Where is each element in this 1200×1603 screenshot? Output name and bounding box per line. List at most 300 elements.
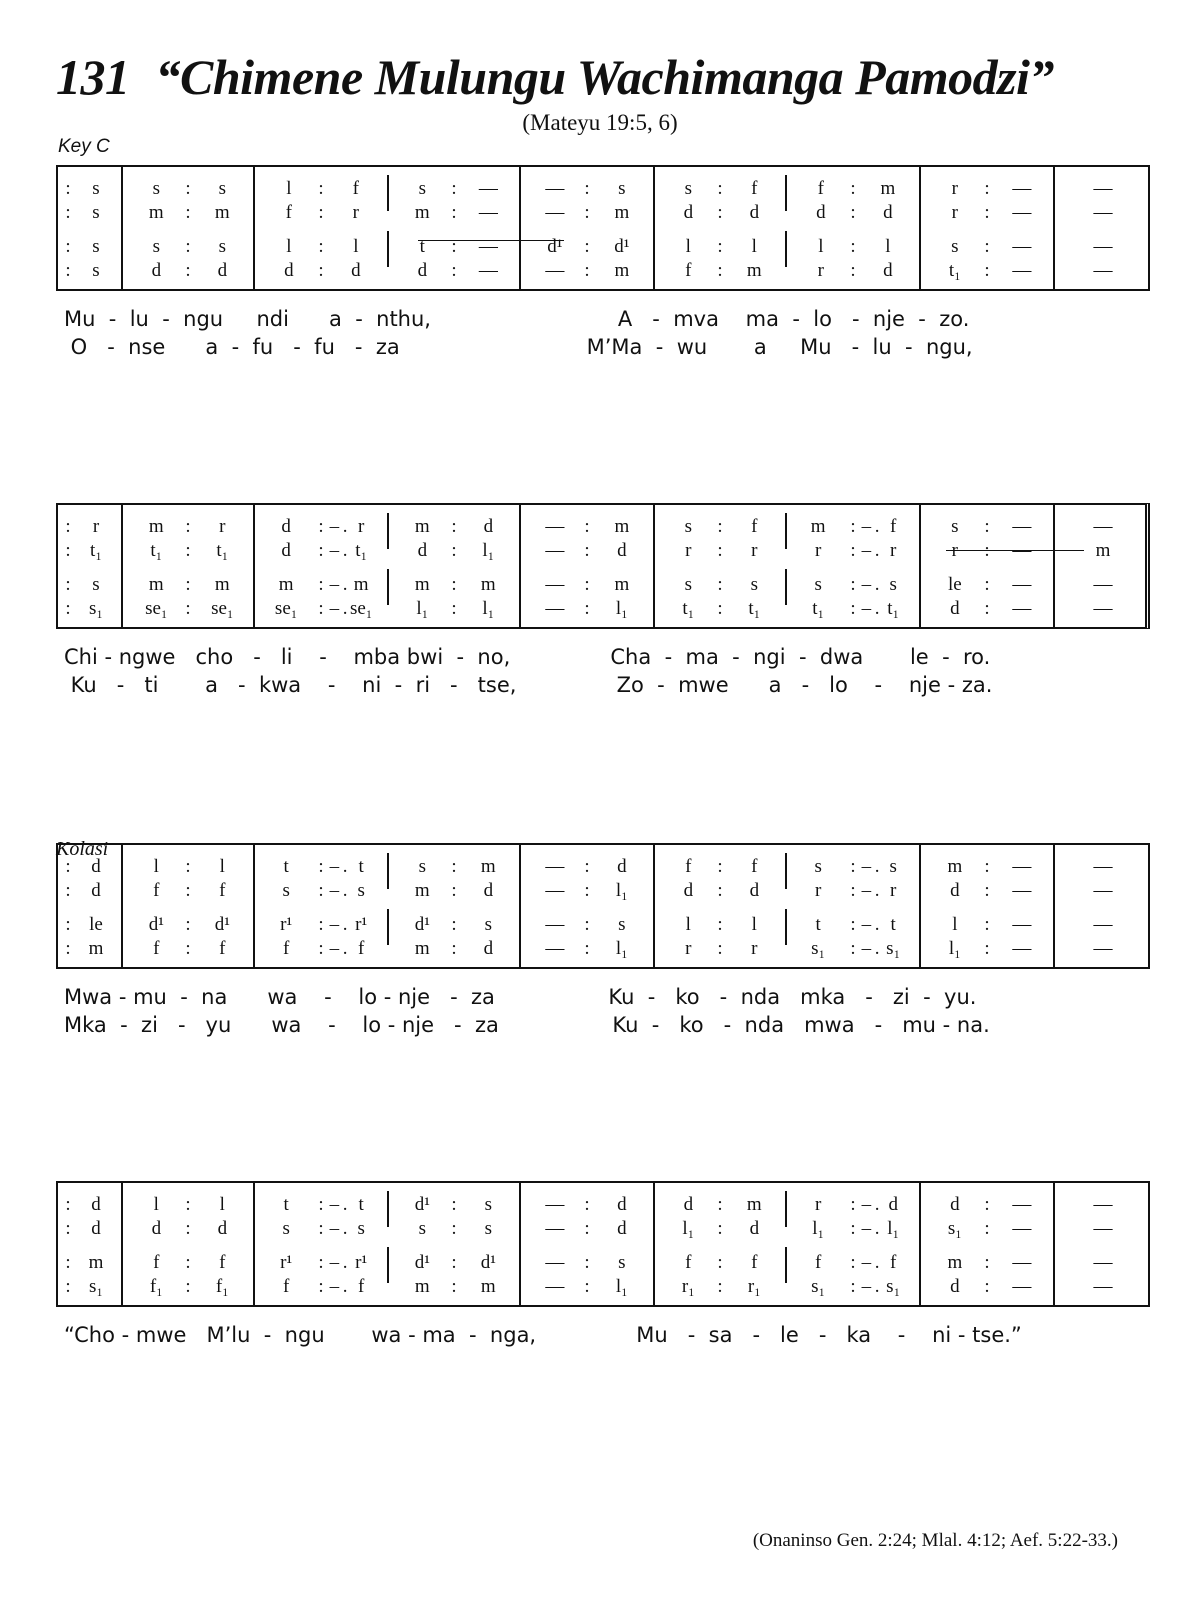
solfa-note: le [947,574,962,595]
beat-separator: : [584,880,590,901]
solfa-note: — [1093,236,1113,257]
solfa-note: s [418,178,427,199]
solfa-note: f [751,516,758,537]
bar-line [519,167,521,289]
beat-separator: : [318,540,324,561]
solfa-note: – [861,516,872,537]
solfa-note: – [329,574,340,595]
solfa-note: l [952,914,958,935]
bar-line [919,167,921,289]
solfa-note: d [217,1218,228,1239]
beat-separator: : [451,598,457,619]
beat-separator: : [984,236,990,257]
beat-separator: : [717,914,723,935]
solfa-note: d [683,880,694,901]
solfa-note: — [1093,938,1113,959]
lyric-line: O - nse a - fu - fu - za M’Ma - wu a Mu - lu - ngu, [64,335,973,359]
beat-separator: : [850,516,856,537]
solfa-note: f [751,856,758,877]
bar-line [121,1183,123,1305]
solfa-note: – [861,598,872,619]
solfa-note: f [751,1252,758,1273]
beat-separator: : [584,1252,590,1273]
bar-line-short [785,1191,787,1227]
beat-separator: : [65,540,71,561]
beat-separator: : [584,914,590,935]
music-staff [56,843,1150,969]
solfa-note: f [358,938,365,959]
bar-line [121,167,123,289]
solfa-note: f [890,1252,897,1273]
beat-separator: : [984,880,990,901]
lyric-line: Mu - lu - ngu ndi a - nthu, A - mva ma - lo - nje - zo. [64,307,970,331]
solfa-note: m [148,516,164,537]
beat-separator: : [717,856,723,877]
solfa-note: r₁ [747,1276,761,1297]
solfa-note: le [89,914,103,935]
solfa-note: s [484,1194,493,1215]
solfa-note: — [1093,1218,1113,1239]
solfa-note: — [1012,540,1032,561]
solfa-note: d [749,1218,760,1239]
beat-separator: : [318,202,324,223]
solfa-note: — [1012,1252,1032,1273]
solfa-note: — [1093,1194,1113,1215]
solfa-note: — [545,1218,565,1239]
beat-separator: : [850,1194,856,1215]
solfa-note: — [1093,574,1113,595]
solfa-note: l [751,914,757,935]
beat-separator: : [451,202,457,223]
solfa-note: — [545,178,565,199]
solfa-note: r [751,540,758,561]
solfa-note: m [880,178,896,199]
solfa-note: — [545,856,565,877]
solfa-note: s [484,1218,493,1239]
beat-separator: : [584,1218,590,1239]
solfa-note: l₁ [615,880,628,901]
solfa-note: d [683,202,694,223]
solfa-note: m [148,202,164,223]
solfa-note: s [951,516,959,537]
bar-line-short [785,909,787,945]
bar-line [653,167,655,289]
solfa-note: s [618,178,626,199]
solfa-note: d [151,1218,162,1239]
solfa-note: — [545,540,565,561]
solfa-note: t₁ [812,598,825,619]
beat-separator: : [318,880,324,901]
solfa-note: d [816,202,826,223]
beat-separator: : [451,1194,457,1215]
solfa-note: f₁ [149,1276,163,1297]
solfa-note: s₁ [947,1218,962,1239]
solfa-note: r [219,516,226,537]
solfa-note: f [282,1276,290,1297]
solfa-note: l₁ [416,598,429,619]
solfa-note: f [814,1252,822,1273]
solfa-note: t₁ [948,260,961,281]
bar-line [919,505,921,627]
solfa-note: . [874,856,880,877]
solfa-note: – [329,1218,340,1239]
beat-separator: : [318,1276,324,1297]
beat-separator: : [318,178,324,199]
solfa-note: . [874,880,880,901]
solfa-note: se₁ [274,598,298,619]
solfa-note: – [329,1252,340,1273]
beat-separator: : [984,260,990,281]
solfa-note: d [217,260,228,281]
key-signature: Key C [58,136,110,157]
solfa-note: l [885,236,891,257]
solfa-note: d [91,1194,101,1215]
solfa-note: m [414,938,430,959]
solfa-note: r [951,202,958,223]
solfa-note: r [890,880,897,901]
solfa-note: d [483,880,494,901]
solfa-note: d [950,1194,960,1215]
solfa-note: — [1093,856,1113,877]
solfa-note: s₁ [886,938,901,959]
solfa-note: s [618,914,626,935]
solfa-note: — [545,202,565,223]
solfa-note: — [1012,1194,1032,1215]
solfa-note: — [1093,598,1113,619]
solfa-note: — [1012,1276,1032,1297]
beat-separator: : [65,178,71,199]
solfa-note: . [342,1252,348,1273]
solfa-note: d [749,880,760,901]
beat-separator: : [984,1218,990,1239]
beat-separator: : [451,938,457,959]
beat-separator: : [185,880,191,901]
beat-separator: : [850,880,856,901]
solfa-note: s [92,236,100,257]
bar-line [1053,167,1055,289]
solfa-note: — [1012,260,1032,281]
solfa-note: – [861,1218,872,1239]
solfa-note: t [419,236,425,257]
solfa-note: d [151,260,162,281]
solfa-note: r [685,938,692,959]
solfa-note: f [685,1252,692,1273]
music-staff [56,165,1150,291]
solfa-note: m [1095,540,1111,561]
bar-line-short [387,853,389,889]
beat-separator: : [65,914,71,935]
beat-separator: : [451,880,457,901]
solfa-note: r [890,540,897,561]
beat-separator: : [451,856,457,877]
solfa-note: — [1093,880,1113,901]
solfa-note: . [342,1218,348,1239]
solfa-note: s [418,1218,427,1239]
solfa-note: — [545,260,565,281]
bar-line [1053,1183,1055,1305]
beat-separator: : [717,202,723,223]
solfa-note: d [950,880,960,901]
solfa-note: f [153,1252,160,1273]
cross-references: (Onaninso Gen. 2:24; Mlal. 4:12; Aef. 5:22-33.) [752,1530,1118,1551]
solfa-note: d [281,540,291,561]
beat-separator: : [850,178,856,199]
solfa-note: m [214,574,230,595]
solfa-note: f [285,202,292,223]
bar-line [919,1183,921,1305]
bar-line-short [387,569,389,605]
beat-separator: : [185,260,191,281]
solfa-note: t₁ [748,598,761,619]
solfa-note: f [358,1276,365,1297]
solfa-note: d¹ [414,1252,430,1273]
solfa-note: m [480,574,496,595]
solfa-note: — [1012,178,1032,199]
solfa-note: d [683,1194,694,1215]
solfa-note: r₁ [681,1276,695,1297]
beat-separator: : [318,260,324,281]
beat-separator: : [65,880,71,901]
solfa-note: . [874,1252,880,1273]
solfa-note: f [685,856,692,877]
beat-separator: : [850,856,856,877]
beat-separator: : [984,540,990,561]
bar-line [919,845,921,967]
beat-separator: : [451,516,457,537]
solfa-note: d [950,598,960,619]
solfa-note: s₁ [886,1276,901,1297]
solfa-note: r [352,202,359,223]
solfa-note: s [618,1252,626,1273]
solfa-note: . [874,598,880,619]
lyric-line: Mka - zi - yu wa - lo - nje - za Ku - ko - nda mwa - mu - na. [64,1013,990,1037]
bar-line [1053,845,1055,967]
beat-separator: : [584,1276,590,1297]
solfa-note: t₁ [90,540,102,561]
beat-separator: : [984,1252,990,1273]
solfa-note: f [352,178,359,199]
solfa-note: . [874,540,880,561]
solfa-note: . [342,1276,348,1297]
solfa-note: — [1093,1276,1113,1297]
beat-separator: : [185,574,191,595]
bar-line-short [785,513,787,549]
beat-separator: : [318,236,324,257]
beat-separator: : [984,856,990,877]
solfa-note: s [152,178,161,199]
solfa-note: f [282,938,290,959]
beat-separator: : [185,236,191,257]
solfa-note: m [214,202,230,223]
beat-separator: : [584,540,590,561]
solfa-note: — [1012,880,1032,901]
beat-separator: : [850,1218,856,1239]
beat-separator: : [717,1276,723,1297]
solfa-note: – [329,914,340,935]
beat-separator: : [65,1194,71,1215]
beat-separator: : [185,1276,191,1297]
solfa-note: d [281,516,291,537]
solfa-note: s [814,574,822,595]
solfa-note: l [153,856,159,877]
solfa-note: — [1012,938,1032,959]
beat-separator: : [451,260,457,281]
beat-separator: : [717,880,723,901]
beat-separator: : [850,914,856,935]
solfa-note: — [1093,914,1113,935]
beat-separator: : [65,260,71,281]
beat-separator: : [185,516,191,537]
solfa-note: d¹ [614,236,630,257]
beat-separator: : [318,516,324,537]
solfa-note: – [329,938,340,959]
solfa-note: s [92,574,100,595]
beat-separator: : [185,938,191,959]
beat-separator: : [584,260,590,281]
solfa-note: – [329,540,340,561]
solfa-note: – [861,540,872,561]
solfa-note: d [284,260,294,281]
solfa-note: – [329,1276,340,1297]
solfa-note: r¹ [280,1252,293,1273]
beat-separator: : [451,1252,457,1273]
solfa-note: d [417,540,428,561]
beat-separator: : [65,1252,71,1273]
solfa-note: m [353,574,369,595]
solfa-note: d [483,516,494,537]
solfa-note: — [1093,260,1113,281]
beat-separator: : [584,598,590,619]
solfa-note: d [950,1276,960,1297]
solfa-note: r¹ [355,1252,368,1273]
solfa-note: s [684,516,693,537]
solfa-note: — [545,574,565,595]
solfa-note: l₁ [615,598,628,619]
solfa-note: — [478,260,498,281]
solfa-note: r [951,178,958,199]
solfa-note: . [874,574,880,595]
solfa-note: l₁ [948,938,961,959]
lyric-line: Chi - ngwe cho - li - mba bwi - no, Cha - ma - ngi - dwa le - ro. [64,645,991,669]
solfa-note: r [951,540,958,561]
bar-line [519,1183,521,1305]
solfa-note: – [861,856,872,877]
solfa-note: s [357,880,365,901]
solfa-note: — [1012,856,1032,877]
hymn-number: 131 [56,49,130,105]
solfa-note: l₁ [615,938,628,959]
solfa-note: d [617,856,627,877]
solfa-note: se₁ [145,598,168,619]
solfa-note: f [817,178,824,199]
solfa-note: t [358,856,364,877]
solfa-note: d [417,260,428,281]
solfa-note: r [814,880,822,901]
beat-separator: : [185,202,191,223]
solfa-note: f [219,1252,226,1273]
solfa-note: se₁ [349,598,373,619]
beat-separator: : [850,1276,856,1297]
solfa-note: — [1093,516,1113,537]
solfa-note: t₁ [355,540,368,561]
beat-separator: : [318,1218,324,1239]
solfa-note: d¹ [214,914,230,935]
solfa-note: — [1012,1218,1032,1239]
beat-separator: : [584,574,590,595]
beat-separator: : [584,178,590,199]
solfa-note: d [91,1218,101,1239]
beat-separator: : [185,1252,191,1273]
beat-separator: : [451,236,457,257]
beat-separator: : [984,914,990,935]
solfa-note: r [751,938,758,959]
solfa-note: d¹ [148,914,164,935]
scripture-reference: (Mateyu 19:5, 6) [522,110,678,135]
solfa-note: . [874,914,880,935]
solfa-note: — [1093,1252,1113,1273]
solfa-note: s [92,178,100,199]
solfa-note: f [219,880,226,901]
solfa-note: l [353,236,359,257]
solfa-note: m [947,1252,963,1273]
solfa-note: m [278,574,294,595]
solfa-note: — [1012,574,1032,595]
beat-separator: : [717,1194,723,1215]
lyric-line: Mwa - mu - na wa - lo - nje - za Ku - ko - nda mka - zi - yu. [64,985,977,1009]
solfa-note: — [545,1276,565,1297]
solfa-note: m [614,574,630,595]
solfa-note: – [329,880,340,901]
beat-separator: : [984,1276,990,1297]
solfa-note: . [342,938,348,959]
beat-separator: : [717,516,723,537]
solfa-note: r [817,260,824,281]
beat-separator: : [984,598,990,619]
solfa-note: d [617,540,627,561]
solfa-note: — [1093,178,1113,199]
solfa-note: d¹ [414,1194,430,1215]
music-staff [56,503,1150,629]
beat-separator: : [318,1252,324,1273]
solfa-note: . [874,1276,880,1297]
beat-separator: : [984,574,990,595]
beat-separator: : [451,1276,457,1297]
solfa-note: — [1012,516,1032,537]
solfa-note: m [88,938,104,959]
beat-separator: : [850,598,856,619]
bar-line-short [387,1191,389,1227]
solfa-note: d [351,260,361,281]
beat-separator: : [984,1194,990,1215]
solfa-note: t₁ [216,540,229,561]
solfa-note: d [617,1194,627,1215]
beat-separator: : [717,178,723,199]
solfa-note: m [480,1276,496,1297]
solfa-note: s₁ [88,1276,104,1297]
solfa-note: f [153,938,160,959]
hymn-title-line [56,48,1054,106]
bar-line-short [387,231,389,267]
solfa-note: s [684,178,693,199]
beat-separator: : [984,938,990,959]
beat-separator: : [850,1252,856,1273]
bar-line-short [785,231,787,267]
solfa-note: l₁ [812,1218,825,1239]
solfa-note: d¹ [414,914,430,935]
bar-line-short [785,175,787,211]
solfa-note: s [418,856,427,877]
solfa-note: — [1012,236,1032,257]
